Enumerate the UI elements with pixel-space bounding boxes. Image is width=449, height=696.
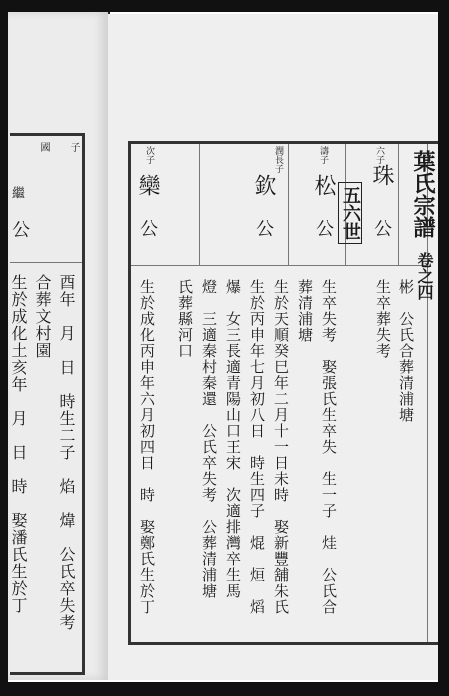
volume-label: 卷之四 — [415, 252, 434, 300]
person-record-line: 爆 女三長適青陽山口王宋 次適排灣卒生馬 — [224, 279, 242, 599]
person-record-line: 生於天順癸巳年二月十一日未時 娶新豐舖朱氏 — [272, 279, 290, 615]
person-relation-label: 濤子 — [318, 146, 328, 164]
frame-top-rule — [128, 141, 438, 144]
left-page-text-line: 生於成化土亥年 月 日 時 娶潘氏生於丁 — [9, 274, 28, 614]
person-record-line: 葬清浦塘 — [296, 279, 314, 343]
left-page-person-fragment: 公 — [9, 220, 30, 238]
header-column-divider — [199, 144, 200, 265]
person-name: 欒 — [135, 174, 160, 196]
frame-bottom-rule — [128, 642, 438, 645]
book-title: 葉氏宗譜 — [410, 150, 436, 238]
header-column-divider — [398, 144, 399, 265]
person-name: 松 — [311, 174, 336, 196]
left-page-frame-right — [82, 133, 85, 675]
person-name: 欽 — [251, 174, 276, 196]
person-record-line: 生於丙申年七月初八日 時生四子 焜 烜 熖 — [248, 279, 266, 615]
person-title: 公 — [253, 219, 274, 237]
left-page-frame-bottom — [10, 672, 84, 675]
left-page-header-fragment: 子 — [68, 142, 79, 152]
left-page — [8, 12, 110, 680]
person-record-line: 生卒失考 娶張氏生卒失 生一子 烓 公氏合 — [320, 279, 338, 615]
person-record-line: 生於成化丙申年六月初四日 時 娶鄭氏生於丁 — [138, 279, 156, 615]
person-relation-label: 次子 — [144, 146, 154, 164]
person-record-line: 燈 三適秦村秦還 公氏卒失考 公葬清浦塘 — [200, 279, 218, 599]
scan-border-top — [0, 0, 449, 12]
scan-border-left — [0, 0, 8, 696]
person-title: 公 — [137, 219, 158, 237]
left-page-header-fragment: 繼 — [9, 186, 24, 199]
person-record-line: 生卒葬失考 — [374, 279, 392, 359]
person-record-line: 彬 公氏合葬清浦塘 — [397, 279, 415, 423]
header-separator-rule — [131, 265, 427, 266]
left-page-text-line: 合葬文村園 — [33, 274, 52, 359]
generation-label: 五六世 — [338, 182, 362, 244]
person-title: 公 — [313, 219, 334, 237]
left-page-header-rule — [10, 262, 82, 263]
scan-border-bottom — [0, 682, 449, 696]
person-relation-label: 潤長子 — [273, 146, 283, 173]
left-page-text-line: 酉年 月 日 時生二子 焰 煒 公氏卒失考 — [57, 274, 76, 631]
header-column-divider — [288, 144, 289, 265]
frame-left-rule — [128, 141, 131, 645]
left-page-frame-top — [10, 133, 84, 136]
scan-border-right — [438, 0, 449, 696]
left-page-header-fragment: 國 — [38, 142, 49, 152]
person-relation-label: 六子 — [374, 146, 384, 164]
right-page — [108, 14, 438, 680]
person-record-line: 氏葬縣河口 — [176, 279, 194, 359]
person-name: 珠 — [369, 164, 394, 186]
person-title: 公 — [371, 219, 392, 237]
